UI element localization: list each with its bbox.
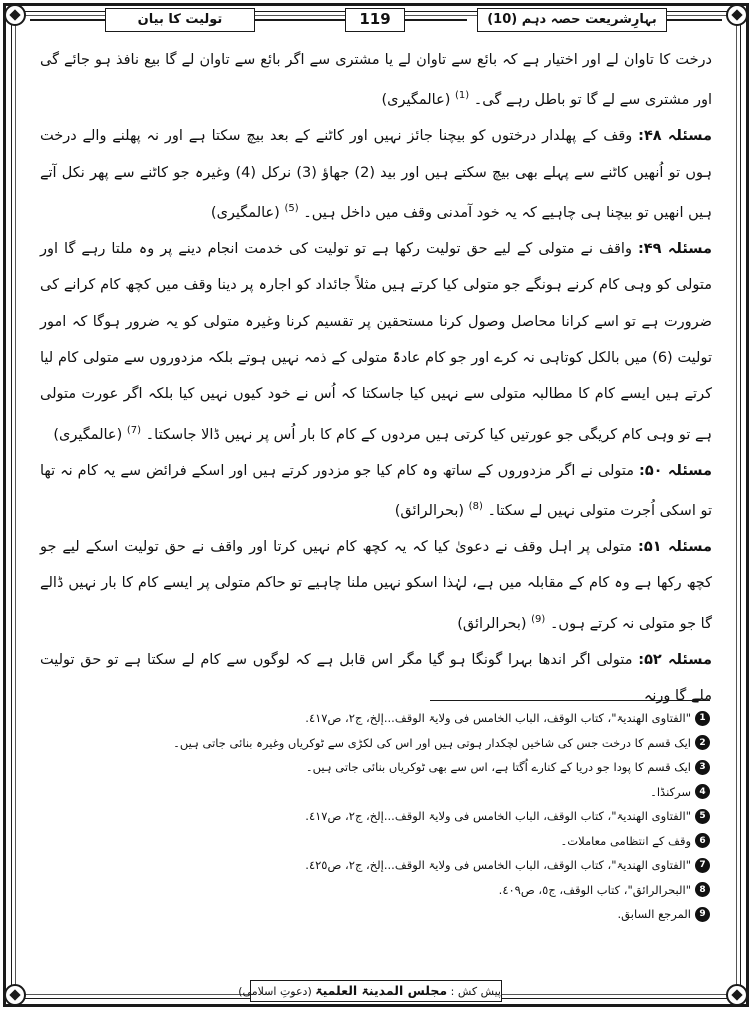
paragraph xyxy=(40,453,712,529)
footnote-ref: (9) xyxy=(531,613,546,625)
footnote-text: ایک قسم کا درخت جس کی شاخیں لچکدار ہوتی ہیں اور اس کی لکڑی سے ٹوکریاں وغیرہ بنائی جاتی ہیں۔ xyxy=(173,735,691,750)
source-citation: (عالمگیری) xyxy=(53,426,123,443)
masala-label: مسئلہ ۵۲: xyxy=(638,651,713,668)
footnote-text: "الفتاوی الھندیۃ"، کتاب الوقف، الباب الخامس فی ولایۃ الوقف...إلخ، ج٢، ص٤٢٥. xyxy=(305,858,691,872)
footnote-separator xyxy=(430,700,710,701)
header-rule xyxy=(667,19,722,21)
footnote-number-badge: 2 xyxy=(695,735,710,750)
footnote xyxy=(45,780,710,805)
paragraph-text: واقف نے متولی کے لیے حق تولیت رکھا ہے تو تولیت کی خدمت انجام دینے پر وہ ملتا رہے گا اور متولی کو وہی کام کرنے ہونگے جو متولی کیا کرتے ہیں مثلاً جائداد کو اجارہ پر دینا وقف میں کچھ کام کرانے کی ضرورت ہے تو اسے کرانا محاصل وصول کرنا مستحقین پر تقسیم کرنا وغیرہ متولی کو یہ ضرور ہوگا کہ امور تولیت (6) میں بالکل کوتاہی نہ کرے اور جو کام عادۃً متولی کے ذمہ نہیں ہوتے بلکہ مزدوروں سے متولی کام لیا کرتے ہیں ایسے کام کا مطالبہ متولی سے نہیں کیا جاسکتا کہ اُس نے خود کیوں نہیں کیا بلکہ اگر عورت متولی ہے تو وہی کام کریگی جو عورتیں کیا کرتی ہیں مردوں کے کام کا بار اُس پر نہیں ڈالا جاسکتا۔ xyxy=(40,241,712,443)
footnote xyxy=(45,878,710,903)
paragraph-text: متولی نے اگر مزدوروں کے ساتھ وہ کام کیا جو مزدور کرتے ہیں اور اسکے فرائض سے یہ کام نہ تھا تو اسکی اُجرت متولی نہیں لے سکتا۔ xyxy=(40,462,712,519)
masala-label: مسئلہ ۵۰: xyxy=(639,462,712,479)
footnote-text: وقف کے انتظامی معاملات۔ xyxy=(560,833,691,848)
paragraph xyxy=(40,642,712,715)
presented-by-label: پیش کش : xyxy=(450,985,501,998)
page-header xyxy=(30,8,722,34)
footnote xyxy=(45,804,710,829)
masala-label: مسئلہ ۵۱: xyxy=(638,539,713,556)
footnote xyxy=(45,853,710,878)
corner-ornament-icon xyxy=(4,4,26,26)
masala-label: مسئلہ ۴۸: xyxy=(638,128,712,145)
footnote-ref: (5) xyxy=(284,203,299,215)
source-citation: (بحرالرائق) xyxy=(457,615,527,632)
footnote-number-badge: 6 xyxy=(695,833,710,848)
source-citation: (عالمگیری) xyxy=(381,92,451,109)
header-rule xyxy=(255,19,345,21)
paragraph-text: درخت کا تاوان لے اور اختیار ہے کہ بائع سے تاوان لے یا مشتری سے اگر بائع سے تاوان لے گا بیع نافذ ہو جائے گی اور مشتری سے لے گا تو باطل رہے گی۔ xyxy=(40,52,712,109)
paragraph xyxy=(40,529,712,642)
footnote-text: ایک قسم کا پودا جو دریا کے کنارے اُگتا ہے، اس سے بھی ٹوکریاں بنائی جاتی ہیں۔ xyxy=(305,760,691,774)
header-rule xyxy=(405,19,467,21)
footnote xyxy=(45,706,710,731)
footnote-text: "الفتاوی الھندیۃ"، کتاب الوقف، الباب الخامس فی ولایۃ الوقف...إلخ، ج٢، ص٤١٧. xyxy=(305,809,691,823)
paragraph-text: متولی اگر اندھا بہرا گونگا ہو گیا مگر اس قابل ہے کہ لوگوں سے کام لے سکتا ہے تو حق تولیت ملے گا ورنہ xyxy=(40,651,712,705)
page-footer xyxy=(0,980,752,1004)
paragraph xyxy=(40,118,712,231)
publisher-box xyxy=(238,980,502,1002)
footnote-ref: (8) xyxy=(468,501,483,513)
page-number: 119 xyxy=(345,8,405,32)
footnote-number-badge: 4 xyxy=(695,784,710,799)
footnote-ref: (7) xyxy=(126,424,142,436)
footnote-text: "البحرالرائق"، کتاب الوقف، ج٥، ص٤٠٩. xyxy=(498,882,691,897)
footnote-text: المرجع السابق. xyxy=(617,907,691,921)
paragraph-text: متولی پر اہل وقف نے دعویٰ کیا کہ یہ کچھ کام نہیں کرتا اور واقف نے حق تولیت اسکے لیے جو کچھ رکھا ہے وہ کام کے مقابلہ میں ہے، لہٰذا اسکو نہیں ملنا چاہیے تو حاکم متولی پر ایسے کام کا بار نہیں ڈالے گا جو متولی نہ کرتے ہوں۔ xyxy=(40,539,712,632)
footnote-number-badge: 5 xyxy=(695,809,710,824)
footnotes xyxy=(45,706,710,927)
footnote-number-badge: 7 xyxy=(695,858,710,873)
footnote xyxy=(45,902,710,927)
main-text xyxy=(40,42,712,714)
source-citation: (عالمگیری) xyxy=(210,204,280,221)
footnote-number-badge: 9 xyxy=(695,907,710,922)
masala-label: مسئلہ ۴۹: xyxy=(637,241,712,258)
paragraph xyxy=(40,231,712,453)
footnote-ref: (1) xyxy=(455,90,470,102)
footnote xyxy=(45,829,710,854)
footnote-text: "الفتاوی الھندیۃ"، کتاب الوقف، الباب الخامس فی ولایۃ الوقف...إلخ، ج٢، ص٤١٧. xyxy=(305,711,691,725)
paragraph-text: وقف کے پھلدار درختوں کو بیچنا جائز نہیں اور کاٹنے کے بعد بیچ سکتا ہے اور نہ پھلنے والے درخت ہوں تو اُنھیں کاٹنے سے پہلے بھی بیچ سکتے ہیں اور بید (2) جھاؤ (3) نرکل (4) وغیرہ جو کاٹنے سے پھر نکل آتے ہیں انھیں تو بیچنا ہی چاہیے کہ یہ خود آمدنی وقف میں داخل ہیں۔ xyxy=(40,128,712,221)
footnote-text: سرکنڈا۔ xyxy=(650,784,691,799)
source-citation: (بحرالرائق) xyxy=(394,502,465,519)
footnote-number-badge: 3 xyxy=(695,760,710,775)
section-title: تولیت کا بیان xyxy=(105,8,255,32)
footnote xyxy=(45,755,710,780)
footnote-number-badge: 8 xyxy=(695,882,710,897)
header-rule xyxy=(30,19,105,21)
footnote xyxy=(45,731,710,756)
publisher-name: مجلس المدینۃ العلمیۃ xyxy=(315,983,448,998)
footnote-number-badge: 1 xyxy=(695,711,710,726)
book-title: بہارِشریعت حصہ دہم (10) xyxy=(477,8,667,32)
corner-ornament-icon xyxy=(726,4,748,26)
publisher-org: (دعوتِ اسلامی) xyxy=(238,985,312,998)
paragraph xyxy=(40,42,712,118)
